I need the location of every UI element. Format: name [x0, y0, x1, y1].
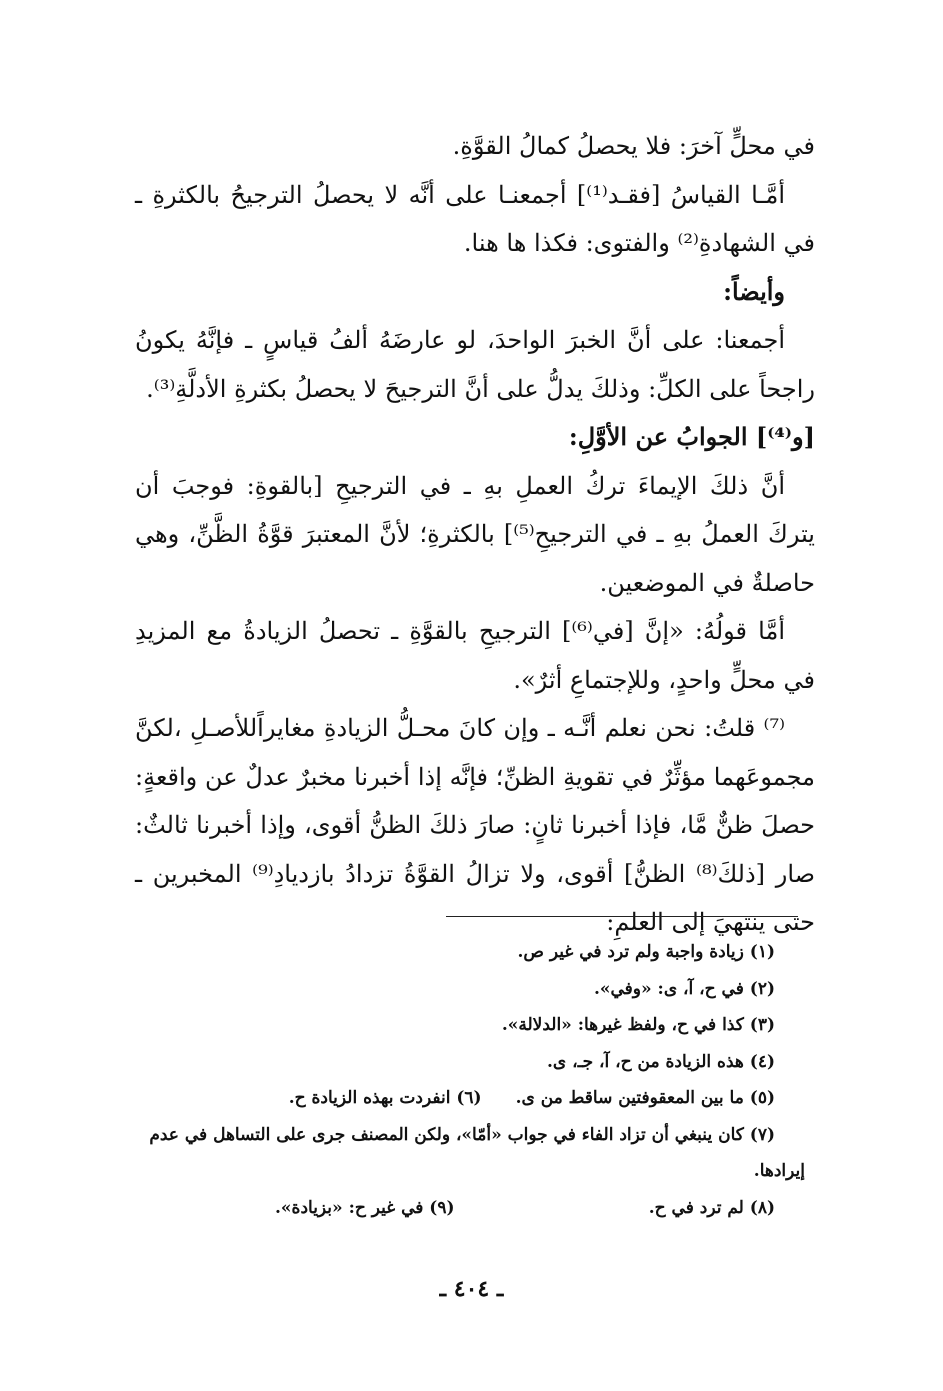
paragraph-5: أمَّا قولُهُ: «إنَّ [في⁽⁶⁾] الترجيحِ بالقوَّةِ ـ تحصلُ الزيادةُ مع المزيدِ في محلٍّ واحدٍ، وللإجتماعِ أثرٌ».: [135, 617, 815, 694]
heading-also: وأيضاً:: [723, 276, 785, 306]
page-number: ـ ٤٠٤ ـ: [439, 1276, 504, 1302]
heading-first-answer: [و⁽⁴⁾] الجوابُ عن الأوَّلِ:: [568, 422, 815, 451]
footnote-separator: [446, 916, 798, 917]
footnote-7: (٧) كان ينبغي أن تزاد الفاء في جواب «أمّا»، ولكن المصنف جرى على التساهل في عدم إيرادها.: [149, 1124, 805, 1181]
footnote-3: (٣) كذا في ح، ولفظ غيرها: «الدلالة».: [501, 1015, 775, 1035]
footnotes: [133, 934, 805, 1226]
paragraph-6: ⁽⁷⁾ قلتُ: نحن نعلم أنَّـه ـ وإن كانَ محـلُّ الزيادةِ مغايراًللأصـلِ ،لكنَّ مجموعَهما مؤثِّرٌ في تقويةِ الظنِّ؛ فإنَّه إذا أخبرنا مخبرٌ عدلٌ عن واقعةٍ: حصلَ ظنٌّ مَّا، فإذا أخبرنا ثانٍ: صارَ ذلكَ الظنُّ أقوى، وإذا أخبرنا ثالثٌ: صار [ذلكَ⁽⁸⁾ الظنُّ] أقوى، ولا تزالُ القوَّةُ تزدادُ بازديادِ⁽⁹⁾ المخبرين ـ حتى ينتهيَ إلى العلمِ:: [135, 714, 816, 936]
footnote-9: (٩) في غير ح: «بزيادة».: [275, 1197, 455, 1218]
footnote-2: (٢) في ح، آ، ى: «وفي».: [593, 978, 775, 999]
footnote-6: (٦) انفردت بهذه الزيادة ح.: [288, 1088, 482, 1108]
paragraph-2: أمَّـا القياسُ [فقـد⁽¹⁾] أجمعنـا على أنَّه لا يحصلُ الترجيحُ بالكثرةِ ـ في الشهادةِ⁽²⁾ والفتوى: فكذا ها هنا.: [135, 180, 815, 257]
footnote-row-8-9: [275, 1190, 805, 1227]
footnote-1: (١) زيادة واجبة ولم ترد في غير ص.: [517, 942, 775, 962]
paragraph-1: في محلٍّ آخرَ: فلا يحصلُ كمالُ القوَّةِ.: [452, 132, 815, 160]
footnote-row-5-6: [133, 1080, 805, 1117]
paragraph-4: أنَّ ذلكَ الإيماءَ تركُ العملِ بهِ ـ في الترجيحِ [بالقوةِ: فوجبَ أن يتركَ العملُ بهِ ـ في الترجيحِ⁽⁵⁾] بالكثرةِ؛ لأنَّ المعتبرَ قوَّةُ الظَّنِّ، وهي حاصلةٌ في الموضعين.: [135, 471, 815, 597]
paragraph-3: أجمعنا: على أنَّ الخبرَ الواحدَ، لو عارضَهُ ألفُ قياسٍ ـ فإنَّهُ يكونُ راجحاً على الكلِّ: وذلكَ يدلُّ على أنَّ الترجيحَ لا يحصلُ بكثرةِ الأدلَّةِ⁽³⁾.: [135, 326, 815, 403]
footnote-5: (٥) ما بين المعقوفتين ساقط من ى.: [515, 1088, 775, 1108]
footnote-4: (٤) هذه الزيادة من ح، آ، جـ، ى.: [546, 1051, 775, 1072]
main-text: [135, 122, 815, 947]
footnote-8: (٨) لم ترد في ح.: [648, 1197, 775, 1218]
